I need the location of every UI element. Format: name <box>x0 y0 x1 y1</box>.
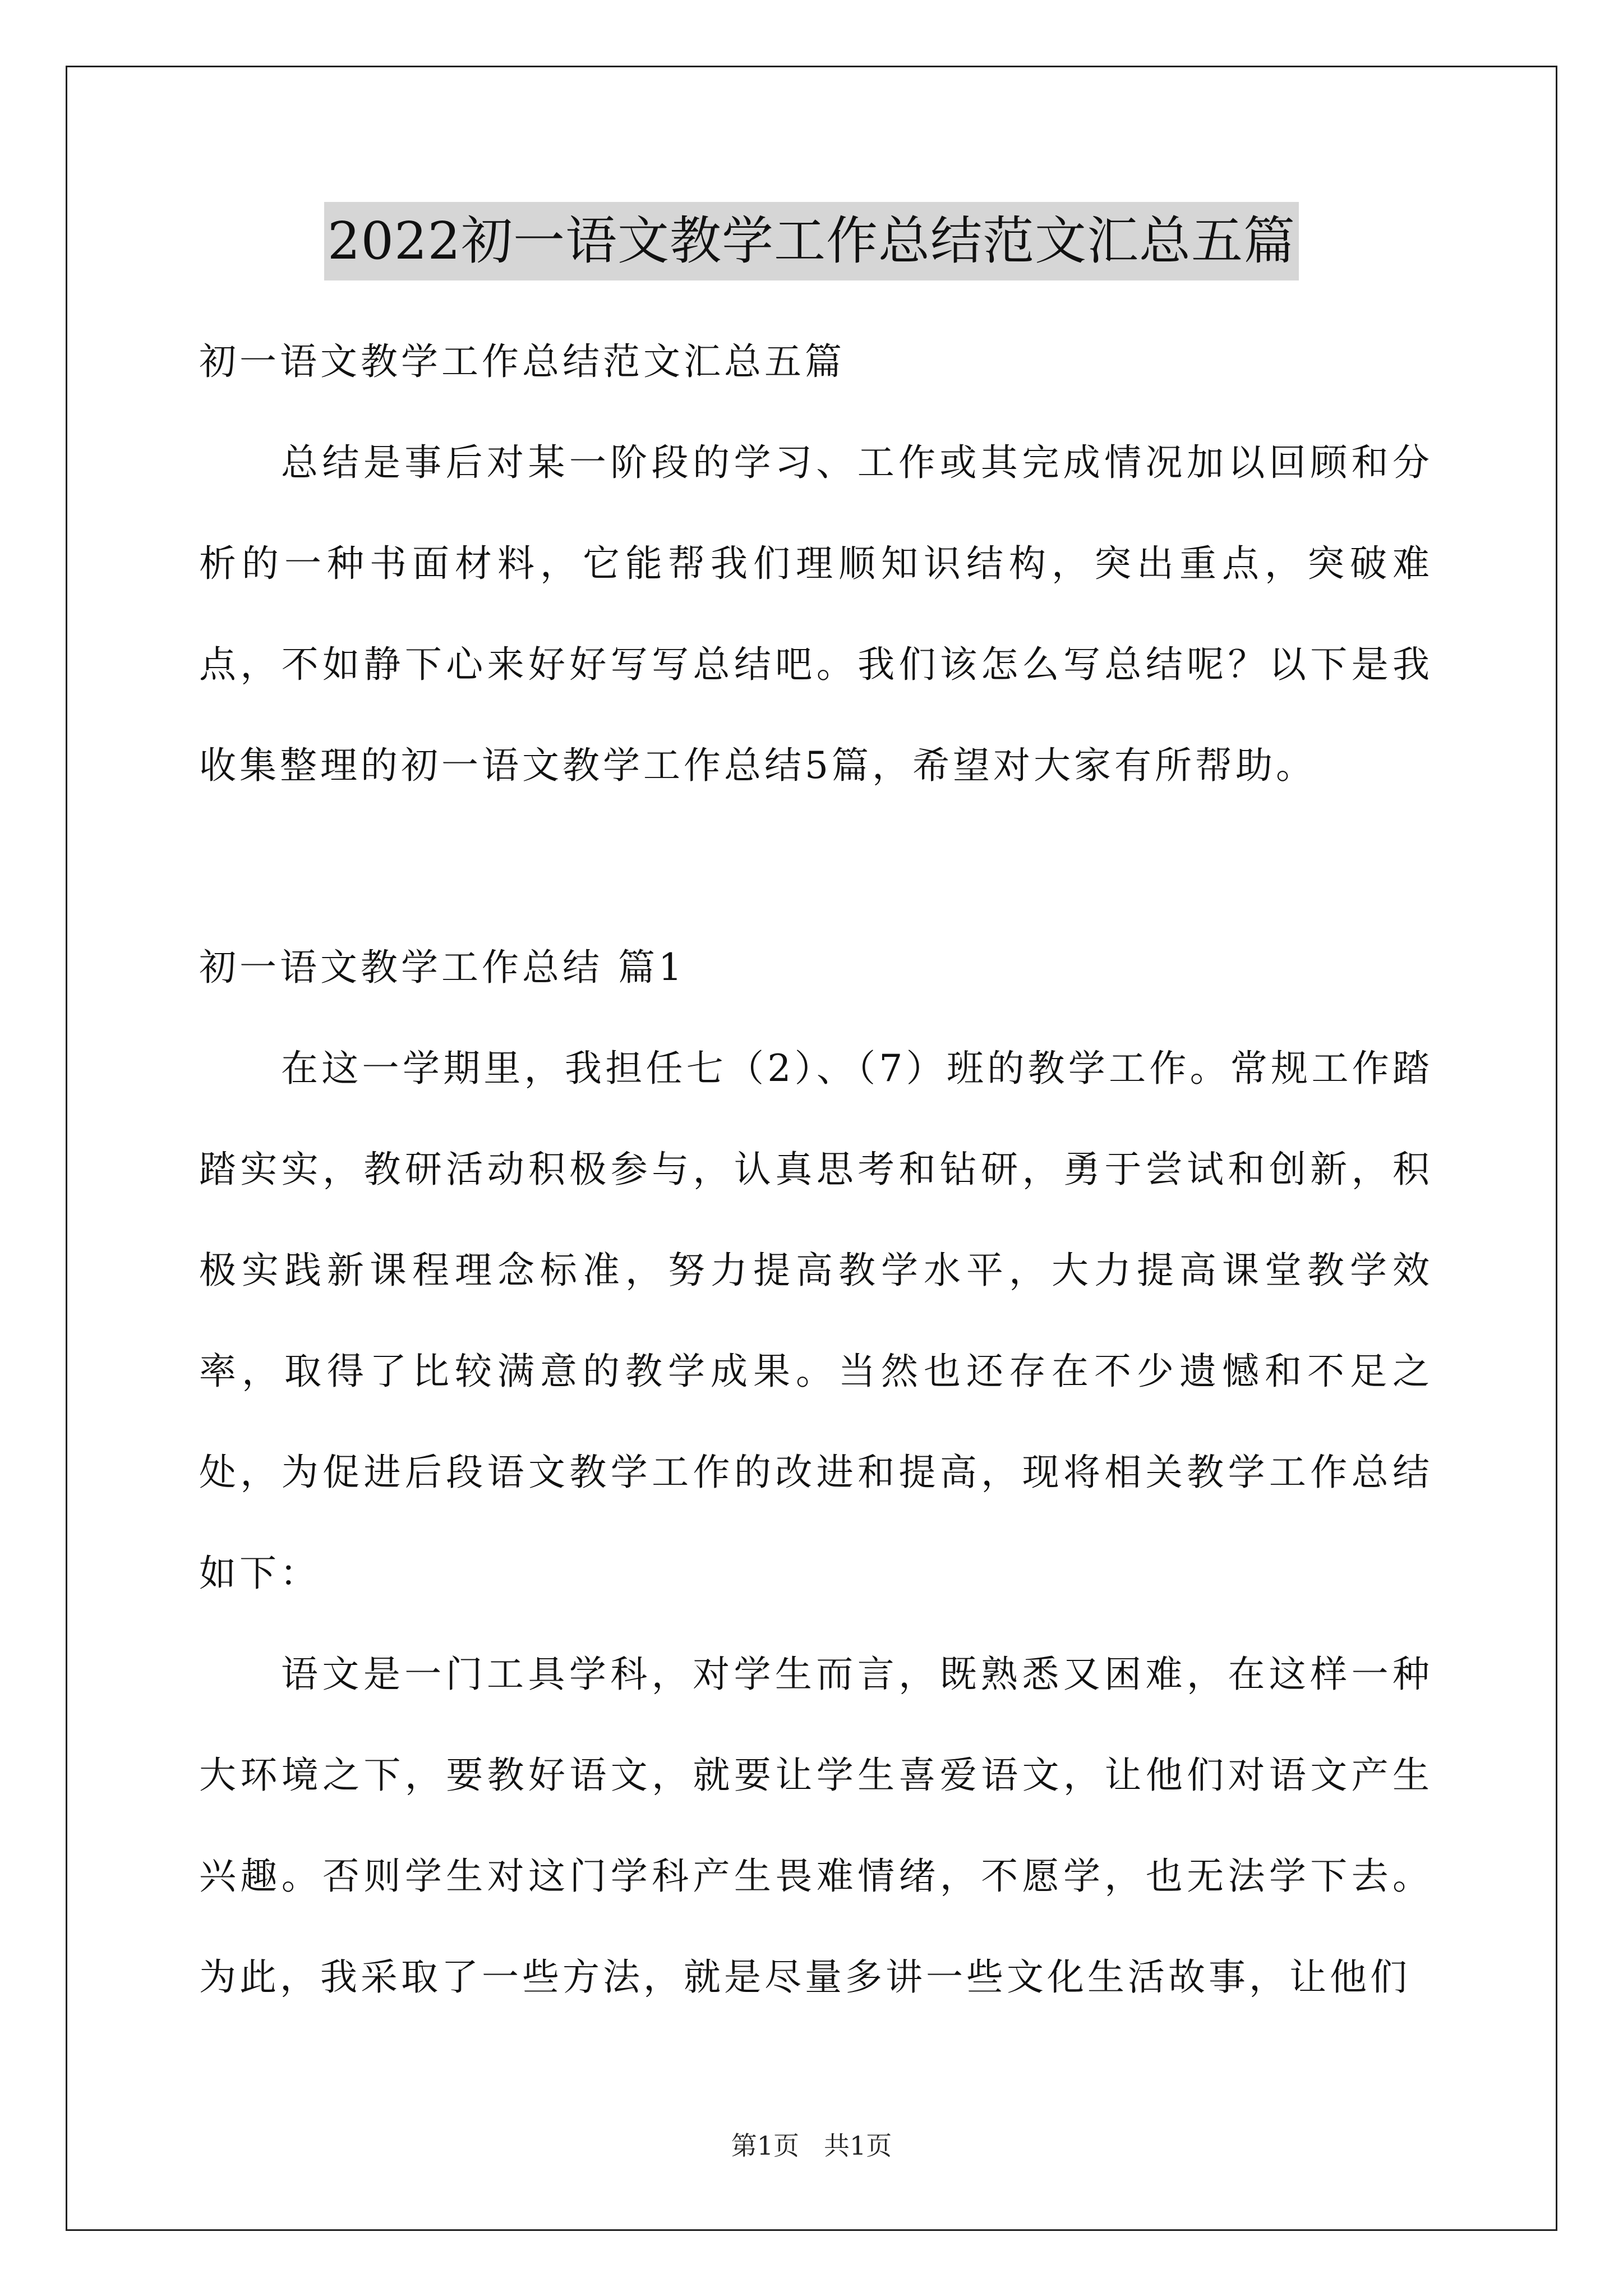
page-number: 第1页 <box>731 2131 799 2161</box>
intro-paragraph: 总结是事后对某一阶段的学习、工作或其完成情况加以回顾和分析的一种书面材料，它能帮我们理顺知识结构，突出重点，突破难点，不如静下心来好好写写总结吧。我们该怎么写总结呢？以下是我收集整理的初一语文教学工作总结5篇，希望对大家有所帮助。 <box>199 441 1433 787</box>
body-paragraph: 语文是一门工具学科，对学生而言，既熟悉又困难，在这样一种大环境之下，要教好语文，就要让学生喜爱语文，让他们对语文产生兴趣。否则学生对这门学科产生畏难情绪，不愿学，也无法学下去。为此，我采取了一些方法，就是尽量多讲一些文化生活故事，让他们 <box>199 1653 1433 1999</box>
document-subtitle: 初一语文教学工作总结范文汇总五篇 <box>199 340 845 383</box>
total-pages: 共1页 <box>824 2131 892 2161</box>
body-paragraph: 在这一学期里，我担任七（2）、（7）班的教学工作。常规工作踏踏实实，教研活动积极参与，认真思考和钻研，勇于尝试和创新，积极实践新课程理念标准，努力提高教学水平，大力提高课堂教学效率，取得了比较满意的教学成果。当然也还存在不少遗憾和不足之处，为促进后段语文教学工作的改进和提高，现将相关教学工作总结如下： <box>199 1047 1433 1595</box>
document-title: 2022初一语文教学工作总结范文汇总五篇 <box>324 202 1299 280</box>
page-footer <box>0 2129 1623 2162</box>
document-body <box>199 311 1433 2028</box>
title-container <box>0 202 1623 280</box>
section-heading: 初一语文教学工作总结 篇1 <box>199 946 685 989</box>
